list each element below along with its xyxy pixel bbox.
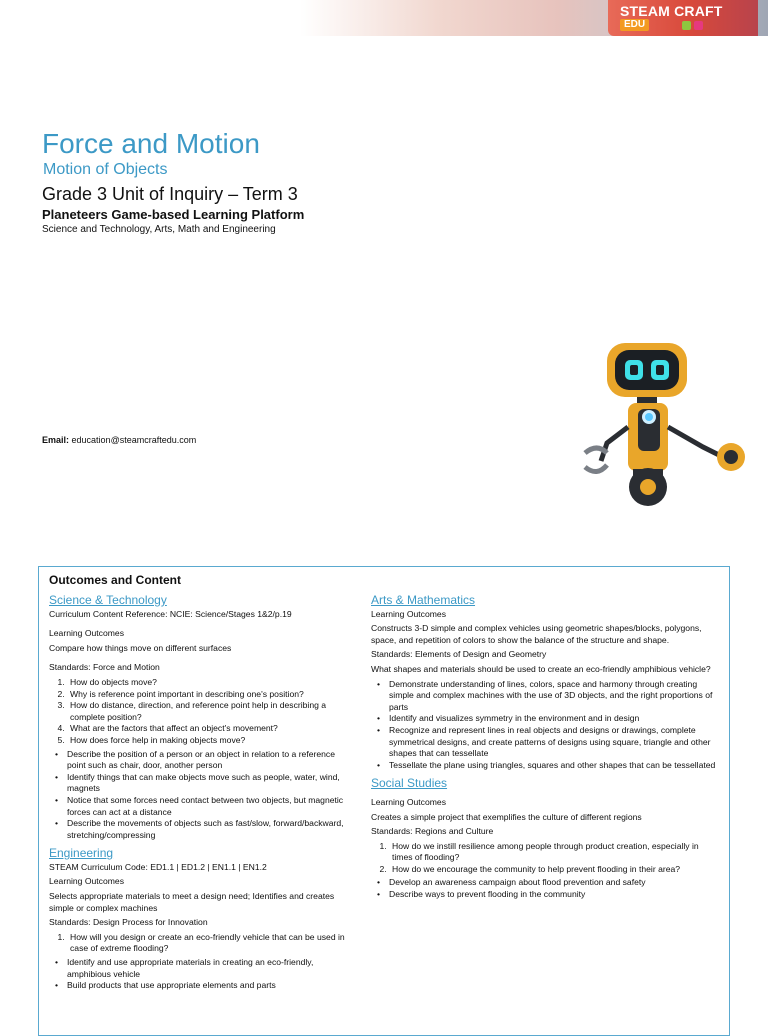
arts-heading: Arts & Mathematics <box>371 593 476 607</box>
engineering-lo-label: Learning Outcomes <box>49 876 124 887</box>
right-column <box>371 595 719 903</box>
social-lo-text: Creates a simple project that exemplifies the culture of different regions <box>371 811 642 822</box>
subjects-line: Science and Technology, Arts, Math and Engineering <box>42 224 276 235</box>
arts-lo-label: Learning Outcomes <box>371 608 446 619</box>
email-value[interactable]: education@steamcraftedu.com <box>71 435 197 445</box>
brand-name: STEAM CRAFT <box>620 3 723 19</box>
brand-edu: EDU <box>620 19 649 31</box>
engineering-standards: Standards: Design Process for Innovation <box>49 917 208 928</box>
list-item: 3. How do distance, direction, and reference point help in describing a complete position? <box>67 700 349 723</box>
grade-term: Grade 3 Unit of Inquiry – Term 3 <box>42 184 298 204</box>
brand-dot-pink <box>694 21 703 30</box>
list-item: 5. How does force help in making objects move? <box>67 735 349 747</box>
list-item: 1. How will you design or create an eco-friendly vehicle that can be used in case of extreme flooding? <box>67 932 349 955</box>
arts-standards: Standards: Elements of Design and Geometry <box>371 649 547 660</box>
science-lo-label: Learning Outcomes <box>49 628 124 639</box>
outcomes-card <box>38 566 730 1036</box>
science-lo-text: Compare how things move on different surfaces <box>49 642 232 653</box>
list-item: • Recognize and represent lines in real objects and designs or drawings, complete symmetrical designs, and create patterns of designs using square, triangle and other shapes that can tessellate <box>389 725 719 760</box>
list-item: • Demonstrate understanding of lines, colors, space and harmony through creating simple and complex machines with the use of 3D objects, and the right proportions of parts <box>389 679 719 714</box>
page-title: Force and Motion <box>42 128 260 159</box>
engineering-bullets <box>49 957 349 992</box>
list-item: • Identify things that can make objects move such as people, water, wind, magnets <box>67 772 349 795</box>
page-subtitle: Motion of Objects <box>43 161 168 178</box>
robot-illustration <box>545 335 755 510</box>
list-item: 1. How do objects move? <box>67 677 349 689</box>
list-item: • Build products that use appropriate elements and parts <box>67 980 349 992</box>
social-lo-label: Learning Outcomes <box>371 796 446 807</box>
social-questions <box>371 841 719 876</box>
social-standards: Standards: Regions and Culture <box>371 826 494 837</box>
engineering-heading: Engineering <box>49 846 114 861</box>
arts-question: What shapes and materials should be used to create an eco-friendly amphibious vehicle? <box>371 663 711 674</box>
brand-dots <box>682 21 703 30</box>
email-label: Email: <box>42 435 70 445</box>
engineering-code: STEAM Curriculum Code: ED1.1 | ED1.2 | EN1.1 | EN1.2 <box>49 861 267 872</box>
list-item: • Tessellate the plane using triangles, squares and other shapes that can be tessellated <box>389 760 719 772</box>
list-item: • Identify and visualizes symmetry in the environment and in design <box>389 713 719 725</box>
social-bullets <box>371 877 719 900</box>
card-title: Outcomes and Content <box>49 573 182 587</box>
list-item: 2. Why is reference point important in describing one's position? <box>67 689 349 701</box>
science-questions <box>49 677 349 747</box>
list-item: 2. How do we encourage the community to help prevent flooding in their area? <box>389 864 719 876</box>
list-item: • Describe the movements of objects such as fast/slow, forward/backward, stretching/compressing <box>67 818 349 841</box>
brand-dot-green <box>682 21 691 30</box>
arts-bullets <box>371 679 719 772</box>
list-item: • Develop an awareness campaign about flood prevention and safety <box>389 877 719 889</box>
left-column <box>49 595 349 994</box>
social-heading: Social Studies <box>371 776 448 791</box>
brand-logo <box>608 0 758 36</box>
arts-lo-text: Constructs 3-D simple and complex vehicles using geometric shapes/blocks, polygons, space, and repetition of colors to show the balance of the structure and shape. <box>371 623 702 645</box>
science-bullets <box>49 749 349 842</box>
science-heading: Science & Technology <box>49 593 167 607</box>
list-item: • Identify and use appropriate materials in creating an eco-friendly, amphibious vehicle <box>67 957 349 980</box>
science-standards: Standards: Force and Motion <box>49 662 160 673</box>
list-item: • Describe ways to prevent flooding in the community <box>389 889 719 901</box>
list-item: • Describe the position of a person or an object in relation to a reference point such as chair, door, another person <box>67 749 349 772</box>
list-item: 4. What are the factors that affect an object's movement? <box>67 723 349 735</box>
list-item: 1. How do we instill resilience among people through product creation, especially in times of flooding? <box>389 841 719 864</box>
science-reference: Curriculum Content Reference: NCIE: Science/Stages 1&2/p.19 <box>49 608 292 619</box>
list-item: • Notice that some forces need contact between two objects, but magnetic forces can act at a distance <box>67 795 349 818</box>
platform-name: Planeteers Game-based Learning Platform <box>42 207 305 222</box>
engineering-questions <box>49 932 349 955</box>
engineering-lo-text: Selects appropriate materials to meet a design need; Identifies and creates simple or complex machines <box>49 891 335 913</box>
contact-email <box>42 435 196 445</box>
